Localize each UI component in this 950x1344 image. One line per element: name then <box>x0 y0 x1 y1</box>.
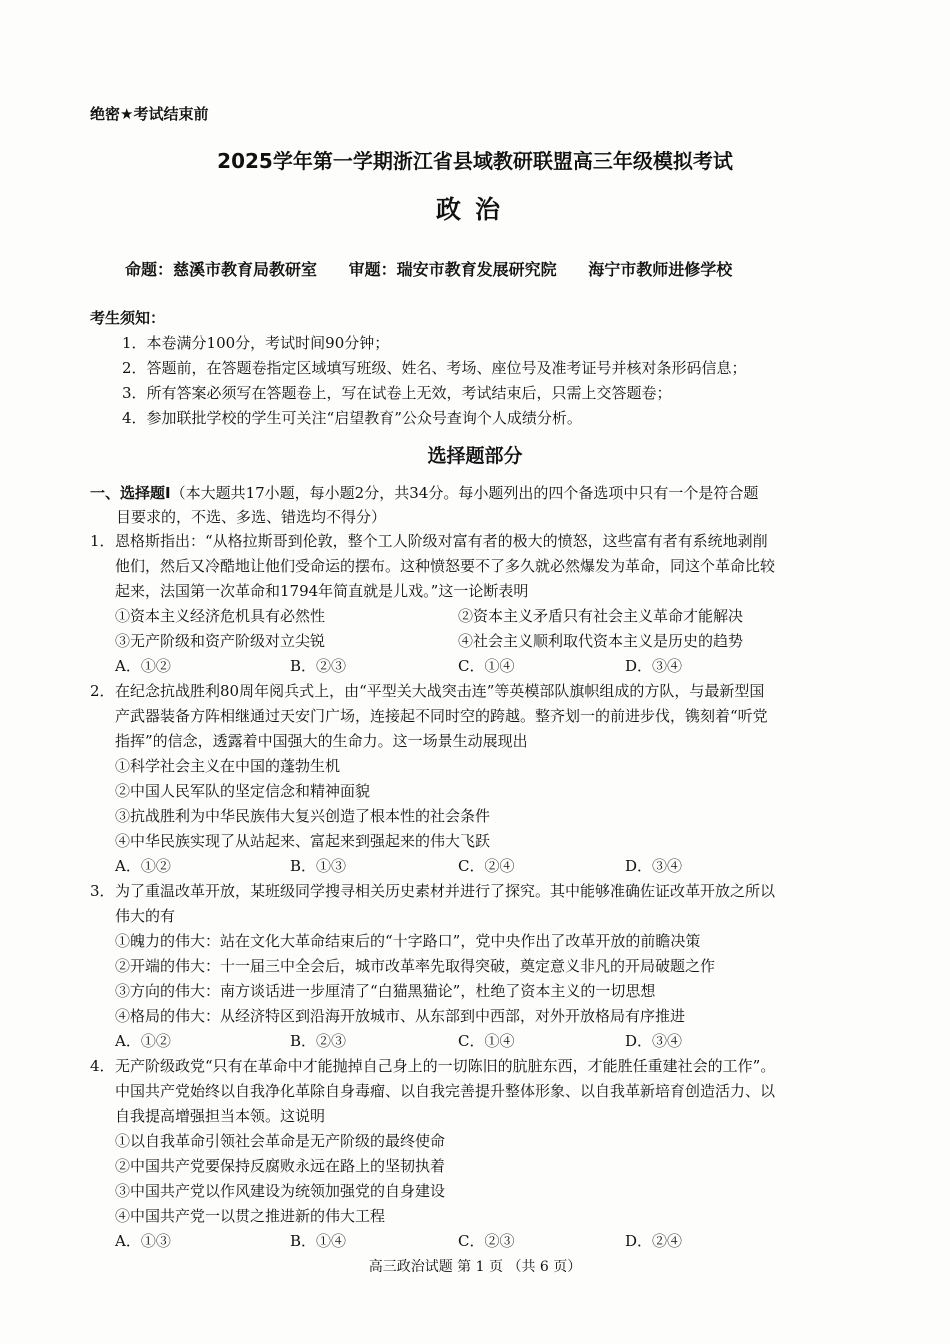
section-instructions <box>90 481 870 529</box>
part-title: 选择题部分 <box>427 445 523 467</box>
statement: ①资本主义经济危机具有必然性 <box>115 607 326 625</box>
question-stem-line: 起来，法国第一次革命和1794年简直就是儿戏。”这一论断表明 <box>115 582 529 600</box>
option-b[interactable]: B．①④ <box>290 1232 347 1250</box>
option-a[interactable]: A．①② <box>115 657 171 675</box>
option-c[interactable]: C．①④ <box>458 1032 515 1050</box>
question-number: 4． <box>90 1057 115 1075</box>
question-number: 1． <box>90 532 115 550</box>
page-footer: 高三政治试题 第 1 页 （共 6 页） <box>368 1259 582 1275</box>
statement: ④中华民族实现了从站起来、富起来到强起来的伟大飞跃 <box>115 832 491 850</box>
option-b[interactable]: B．①③ <box>290 857 347 875</box>
subject-title: 政治 <box>435 195 514 224</box>
question-stem-line: 他们，然后又冷酷地让他们受命运的摆布。这种愤怒要不了多久就必然爆发为革命，同这个革命比较 <box>115 557 776 575</box>
author-proposer: 命题：慈溪市教育局教研室 <box>125 260 318 279</box>
section-text-cont: 目要求的，不选、多选、错选均不得分） <box>116 508 387 526</box>
statement: ②资本主义矛盾只有社会主义革命才能解决 <box>458 607 744 625</box>
authors-line <box>125 257 758 280</box>
option-d[interactable]: D．③④ <box>625 657 683 675</box>
option-c[interactable]: C．②④ <box>458 857 515 875</box>
notice-item: 2．答题前，在答题卷指定区域填写班级、姓名、考场、座位号及准考证号并核对条形码信息； <box>122 359 747 377</box>
statement: ④格局的伟大：从经济特区到沿海开放城市、从东部到中西部，对外开放格局有序推进 <box>115 1007 686 1025</box>
question-stem-line: 在纪念抗战胜利80周年阅兵式上，由“平型关大战突击连”等英模部队旗帜组成的方队，与最新型国 <box>115 682 765 700</box>
confidential-mark: 绝密★考试结束前 <box>90 105 209 123</box>
notice-heading: 考生须知： <box>90 309 166 327</box>
option-a[interactable]: A．①② <box>115 857 171 875</box>
statement: ③抗战胜利为中华民族伟大复兴创造了根本性的社会条件 <box>115 807 491 825</box>
option-c[interactable]: C．①④ <box>458 657 515 675</box>
statement: ②开端的伟大：十一届三中全会后，城市改革率先取得突破，奠定意义非凡的开局破题之作 <box>115 957 716 975</box>
statement: ④社会主义顺利取代资本主义是历史的趋势 <box>458 632 744 650</box>
statement: ④中国共产党一以贯之推进新的伟大工程 <box>115 1207 386 1225</box>
option-a[interactable]: A．①② <box>115 1032 171 1050</box>
question-stem-line: 无产阶级政党“只有在革命中才能抛掉自己身上的一切陈旧的肮脏东西，才能胜任重建社会的工作”。 <box>115 1057 776 1075</box>
question-stem-line: 自我提高增强担当本领。这说明 <box>115 1107 326 1125</box>
option-b[interactable]: B．②③ <box>290 1032 347 1050</box>
question-stem-line: 为了重温改革开放，某班级同学搜寻相关历史素材并进行了探究。其中能够准确佐证改革开放之所以 <box>115 882 776 900</box>
author-reviewer-2: 海宁市教师进修学校 <box>588 260 733 279</box>
statement: ①魄力的伟大：站在文化大革命结束后的“十字路口”，党中央作出了改革开放的前瞻决策 <box>115 932 701 950</box>
statement: ①科学社会主义在中国的蓬勃生机 <box>115 757 341 775</box>
option-a[interactable]: A．①③ <box>115 1232 171 1250</box>
question-number: 3． <box>90 882 115 900</box>
author-reviewer: 审题：瑞安市教育发展研究院 <box>348 260 557 279</box>
option-d[interactable]: D．②④ <box>625 1232 683 1250</box>
question-stem-line: 伟大的有 <box>115 907 176 925</box>
question-stem-line: 中国共产党始终以自我净化革除自身毒瘤、以自我完善提升整体形象、以自我革新培育创造活力、以 <box>115 1082 776 1100</box>
option-d[interactable]: D．③④ <box>625 1032 683 1050</box>
option-c[interactable]: C．②③ <box>458 1232 515 1250</box>
statement: ①以自我革命引领社会革命是无产阶级的最终使命 <box>115 1132 446 1150</box>
question-stem-line: 产武器装备方阵相继通过天安门广场，连接起不同时空的跨越。整齐划一的前进步伐，镌刻着“听党 <box>115 707 768 725</box>
statement: ③无产阶级和资产阶级对立尖锐 <box>115 632 326 650</box>
option-d[interactable]: D．③④ <box>625 857 683 875</box>
section-label: 一、选择题Ⅰ <box>90 484 171 502</box>
statement: ③中国共产党以作风建设为统领加强党的自身建设 <box>115 1182 446 1200</box>
notice-item: 3．所有答案必须写在答题卷上，写在试卷上无效，考试结束后，只需上交答题卷； <box>122 384 672 402</box>
statement: ②中国共产党要保持反腐败永远在路上的坚韧执着 <box>115 1157 446 1175</box>
notice-item: 4．参加联批学校的学生可关注“启望教育”公众号查询个人成绩分析。 <box>122 409 582 427</box>
notice-item: 1．本卷满分100分，考试时间90分钟； <box>122 334 390 352</box>
question-number: 2． <box>90 682 115 700</box>
question-stem-line: 恩格斯指出：“从格拉斯哥到伦敦，整个工人阶级对富有者的极大的愤怒，这些富有者有系统地剥削 <box>115 532 768 550</box>
exam-title: 2025学年第一学期浙江省县域教研联盟高三年级模拟考试 <box>217 149 733 173</box>
statement: ②中国人民军队的坚定信念和精神面貌 <box>115 782 371 800</box>
statement: ③方向的伟大：南方谈话进一步厘清了“白猫黑猫论”，杜绝了资本主义的一切思想 <box>115 982 656 1000</box>
section-text: （本大题共17小题，每小题2分，共34分。每小题列出的四个备选项中只有一个是符合题 <box>170 484 759 502</box>
question-stem-line: 指挥”的信念，透露着中国强大的生命力。这一场景生动展现出 <box>115 732 528 750</box>
option-b[interactable]: B．②③ <box>290 657 347 675</box>
